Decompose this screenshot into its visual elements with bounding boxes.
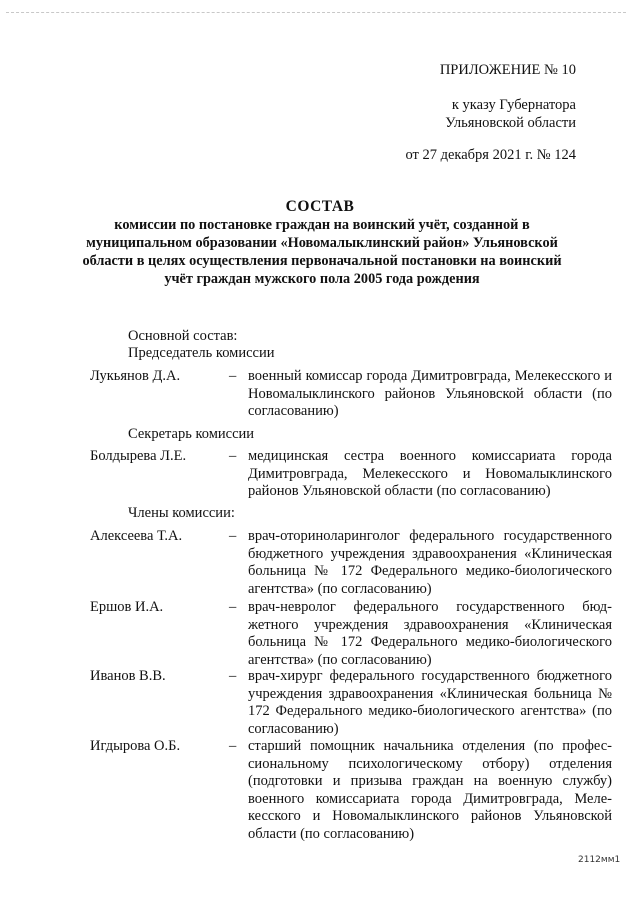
document-subtitle: комиссии по постановке граждан на воинский учёт, созданной в муниципальном образовании «Новомалыклинский район» Ульяновской области в целях осуществления первоначальной постановки на воинский учёт граждан мужского пола 2005 года рождения xyxy=(82,217,562,287)
appendix-title: ПРИЛОЖЕНИЕ № 10 xyxy=(439,62,576,78)
main-composition-label: Основной состав: xyxy=(128,328,238,344)
appendix-reference-line1: к указу Губернатора xyxy=(451,97,576,113)
member-description: медицинская сестра военного комиссариата города Димитровграда, Мелекесского и Новомалыклинского районов Ульяновской области (по согласованию) xyxy=(248,448,612,500)
member-description: старший помощник начальника отделения (по профессиональному психологическому отбору) отделения (подготовки и призыва граждан на военную службу) военного комиссариата города Димитровграда, Мелекесского и Новомалыклинского районов Ульяновской области (по согласованию) xyxy=(248,738,612,842)
footer-document-code: 2112мм1 xyxy=(578,855,621,865)
member-description: врач-хирург федерального государственного бюджетного учреждения здравоохранения «Клиническая больница № 172 Федерального медико-биологического агентства» (по согласованию) xyxy=(248,668,612,737)
dash-separator: – xyxy=(229,448,237,464)
appendix-reference-line2: Ульяновской области xyxy=(445,115,576,131)
dash-separator: – xyxy=(229,668,237,684)
dash-separator: – xyxy=(229,528,237,544)
appendix-date-line: от 27 декабря 2021 г. № 124 xyxy=(405,147,576,163)
chairman-label: Председатель комиссии xyxy=(128,345,275,361)
member-name: Игдырова О.Б. xyxy=(90,738,181,754)
dash-separator: – xyxy=(229,738,237,754)
member-name: Алексеева Т.А. xyxy=(90,528,183,544)
scan-edge-marks xyxy=(6,12,626,15)
members-label: Члены комиссии: xyxy=(128,505,235,521)
member-description: военный комиссар города Димитровграда, Мелекесского и Новомалыклинского районов Ульяновской области (по согласованию) xyxy=(248,368,612,420)
dash-separator: – xyxy=(229,368,237,384)
document-title: СОСТАВ xyxy=(285,198,355,215)
member-name: Лукьянов Д.А. xyxy=(90,368,181,384)
dash-separator: – xyxy=(229,599,237,615)
secretary-label: Секретарь комиссии xyxy=(128,426,255,442)
member-name: Ершов И.А. xyxy=(90,599,164,615)
member-description: врач-невролог федерального государственного бюджетного учреждения здравоохранения «Клиническая больница № 172 Федерального медико-биологического агентства» (по согласованию) xyxy=(248,599,612,668)
member-description: врач-оториноларинголог федерального государственного бюджетного учреждения здравоохранения «Клиническая больница № 172 Федерального медико-биологического агентства» (по согласованию) xyxy=(248,528,612,597)
member-name: Иванов В.В. xyxy=(90,668,166,684)
member-name: Болдырева Л.Е. xyxy=(90,448,187,464)
